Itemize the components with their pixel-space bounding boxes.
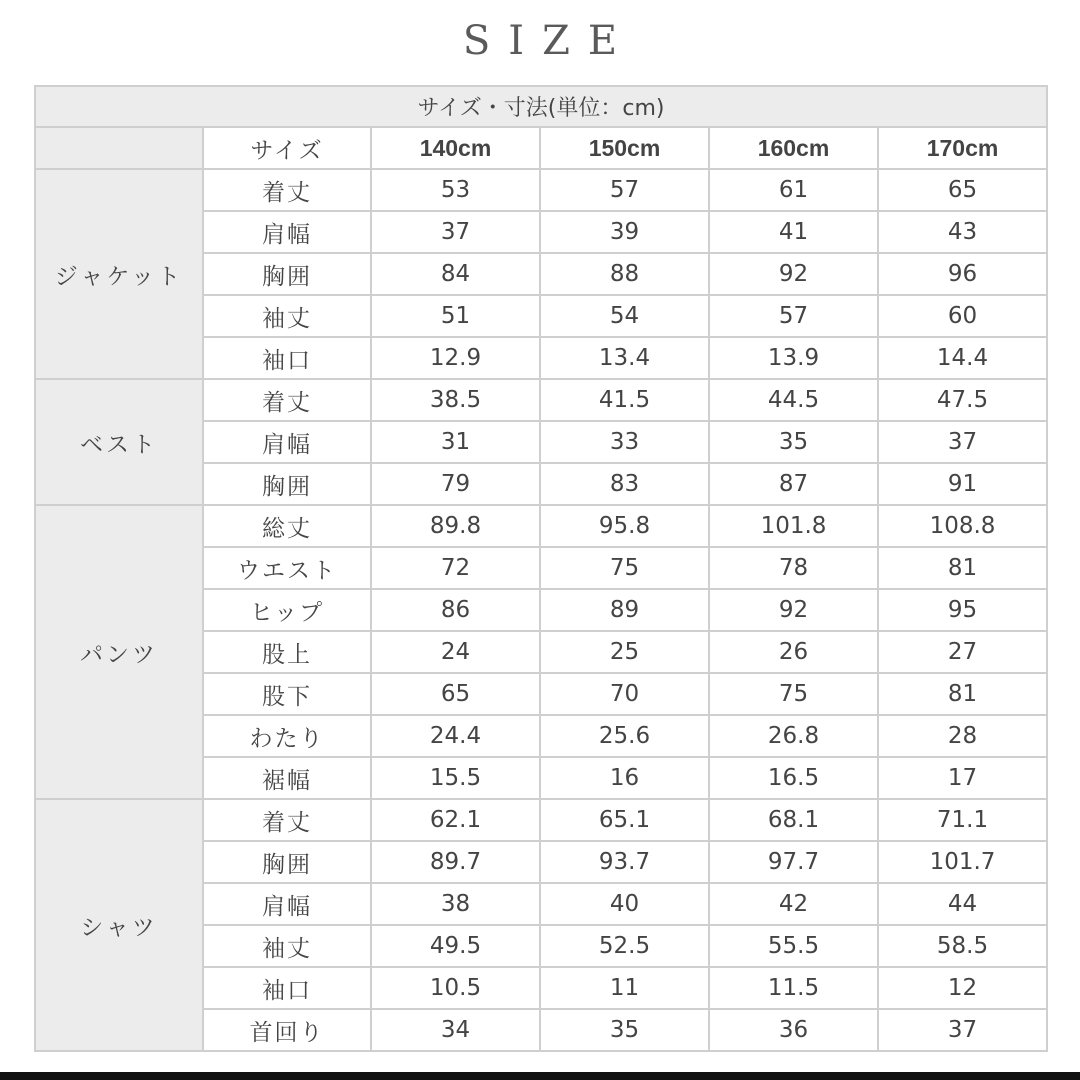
value-cell: 28	[878, 715, 1047, 757]
table-caption: サイズ・寸法(単位：cm)	[35, 86, 1047, 127]
value-cell: 57	[540, 169, 709, 211]
value-cell: 62.1	[371, 799, 540, 841]
value-cell: 35	[709, 421, 878, 463]
value-cell: 65	[878, 169, 1047, 211]
value-cell: 37	[371, 211, 540, 253]
value-cell: 81	[878, 673, 1047, 715]
value-cell: 65	[371, 673, 540, 715]
value-cell: 42	[709, 883, 878, 925]
column-header: 170cm	[878, 127, 1047, 169]
value-cell: 24	[371, 631, 540, 673]
value-cell: 57	[709, 295, 878, 337]
value-cell: 26	[709, 631, 878, 673]
value-cell: 39	[540, 211, 709, 253]
column-header: 140cm	[371, 127, 540, 169]
measurement-label: 袖口	[203, 337, 371, 379]
value-cell: 65.1	[540, 799, 709, 841]
value-cell: 60	[878, 295, 1047, 337]
measurement-label: 着丈	[203, 169, 371, 211]
value-cell: 36	[709, 1009, 878, 1051]
measurement-label: 総丈	[203, 505, 371, 547]
measurement-label: 股下	[203, 673, 371, 715]
value-cell: 72	[371, 547, 540, 589]
value-cell: 33	[540, 421, 709, 463]
value-cell: 95	[878, 589, 1047, 631]
value-cell: 44.5	[709, 379, 878, 421]
value-cell: 40	[540, 883, 709, 925]
value-cell: 97.7	[709, 841, 878, 883]
measurement-label: 胸囲	[203, 253, 371, 295]
value-cell: 17	[878, 757, 1047, 799]
value-cell: 11	[540, 967, 709, 1009]
value-cell: 31	[371, 421, 540, 463]
value-cell: 54	[540, 295, 709, 337]
value-cell: 37	[878, 421, 1047, 463]
value-cell: 24.4	[371, 715, 540, 757]
value-cell: 16	[540, 757, 709, 799]
value-cell: 61	[709, 169, 878, 211]
category-cell: ジャケット	[35, 169, 203, 379]
measurement-label: 袖丈	[203, 925, 371, 967]
value-cell: 84	[371, 253, 540, 295]
category-cell: ベスト	[35, 379, 203, 505]
value-cell: 101.7	[878, 841, 1047, 883]
value-cell: 79	[371, 463, 540, 505]
table-caption-row	[35, 86, 1047, 127]
value-cell: 75	[709, 673, 878, 715]
measurement-label: 着丈	[203, 379, 371, 421]
value-cell: 55.5	[709, 925, 878, 967]
page-title: SIZE	[462, 18, 636, 64]
value-cell: 37	[878, 1009, 1047, 1051]
measurement-label: ウエスト	[203, 547, 371, 589]
measurement-label: 胸囲	[203, 841, 371, 883]
value-cell: 10.5	[371, 967, 540, 1009]
value-cell: 49.5	[371, 925, 540, 967]
column-header: 160cm	[709, 127, 878, 169]
category-cell: シャツ	[35, 799, 203, 1051]
value-cell: 87	[709, 463, 878, 505]
size-table	[34, 85, 1048, 1052]
table-row	[35, 505, 1047, 547]
value-cell: 95.8	[540, 505, 709, 547]
value-cell: 47.5	[878, 379, 1047, 421]
value-cell: 83	[540, 463, 709, 505]
value-cell: 92	[709, 253, 878, 295]
value-cell: 89	[540, 589, 709, 631]
value-cell: 25.6	[540, 715, 709, 757]
table-row	[35, 379, 1047, 421]
value-cell: 88	[540, 253, 709, 295]
value-cell: 52.5	[540, 925, 709, 967]
value-cell: 70	[540, 673, 709, 715]
value-cell: 89.7	[371, 841, 540, 883]
bottom-border	[0, 1072, 1080, 1080]
value-cell: 34	[371, 1009, 540, 1051]
measurement-label: 肩幅	[203, 421, 371, 463]
value-cell: 13.9	[709, 337, 878, 379]
category-cell: パンツ	[35, 505, 203, 799]
measurement-label: 肩幅	[203, 211, 371, 253]
measurement-label: 肩幅	[203, 883, 371, 925]
header-corner-cell	[35, 127, 203, 169]
value-cell: 101.8	[709, 505, 878, 547]
measurement-label: 袖丈	[203, 295, 371, 337]
value-cell: 91	[878, 463, 1047, 505]
measurement-label: ヒップ	[203, 589, 371, 631]
value-cell: 92	[709, 589, 878, 631]
table-row	[35, 169, 1047, 211]
value-cell: 86	[371, 589, 540, 631]
value-cell: 89.8	[371, 505, 540, 547]
value-cell: 25	[540, 631, 709, 673]
value-cell: 41.5	[540, 379, 709, 421]
value-cell: 15.5	[371, 757, 540, 799]
value-cell: 93.7	[540, 841, 709, 883]
value-cell: 41	[709, 211, 878, 253]
value-cell: 16.5	[709, 757, 878, 799]
value-cell: 43	[878, 211, 1047, 253]
value-cell: 68.1	[709, 799, 878, 841]
measurement-label: 股上	[203, 631, 371, 673]
measurement-label: 着丈	[203, 799, 371, 841]
value-cell: 13.4	[540, 337, 709, 379]
value-cell: 108.8	[878, 505, 1047, 547]
column-header: 150cm	[540, 127, 709, 169]
measurement-label: わたり	[203, 715, 371, 757]
value-cell: 27	[878, 631, 1047, 673]
value-cell: 14.4	[878, 337, 1047, 379]
value-cell: 35	[540, 1009, 709, 1051]
value-cell: 12.9	[371, 337, 540, 379]
value-cell: 12	[878, 967, 1047, 1009]
table-row	[35, 799, 1047, 841]
value-cell: 26.8	[709, 715, 878, 757]
value-cell: 53	[371, 169, 540, 211]
value-cell: 38	[371, 883, 540, 925]
value-cell: 58.5	[878, 925, 1047, 967]
value-cell: 75	[540, 547, 709, 589]
header-size-label: サイズ	[203, 127, 371, 169]
measurement-label: 胸囲	[203, 463, 371, 505]
measurement-label: 首回り	[203, 1009, 371, 1051]
value-cell: 78	[709, 547, 878, 589]
value-cell: 11.5	[709, 967, 878, 1009]
value-cell: 96	[878, 253, 1047, 295]
table-header-row	[35, 127, 1047, 169]
measurement-label: 袖口	[203, 967, 371, 1009]
value-cell: 51	[371, 295, 540, 337]
value-cell: 81	[878, 547, 1047, 589]
measurement-label: 裾幅	[203, 757, 371, 799]
value-cell: 44	[878, 883, 1047, 925]
value-cell: 38.5	[371, 379, 540, 421]
value-cell: 71.1	[878, 799, 1047, 841]
